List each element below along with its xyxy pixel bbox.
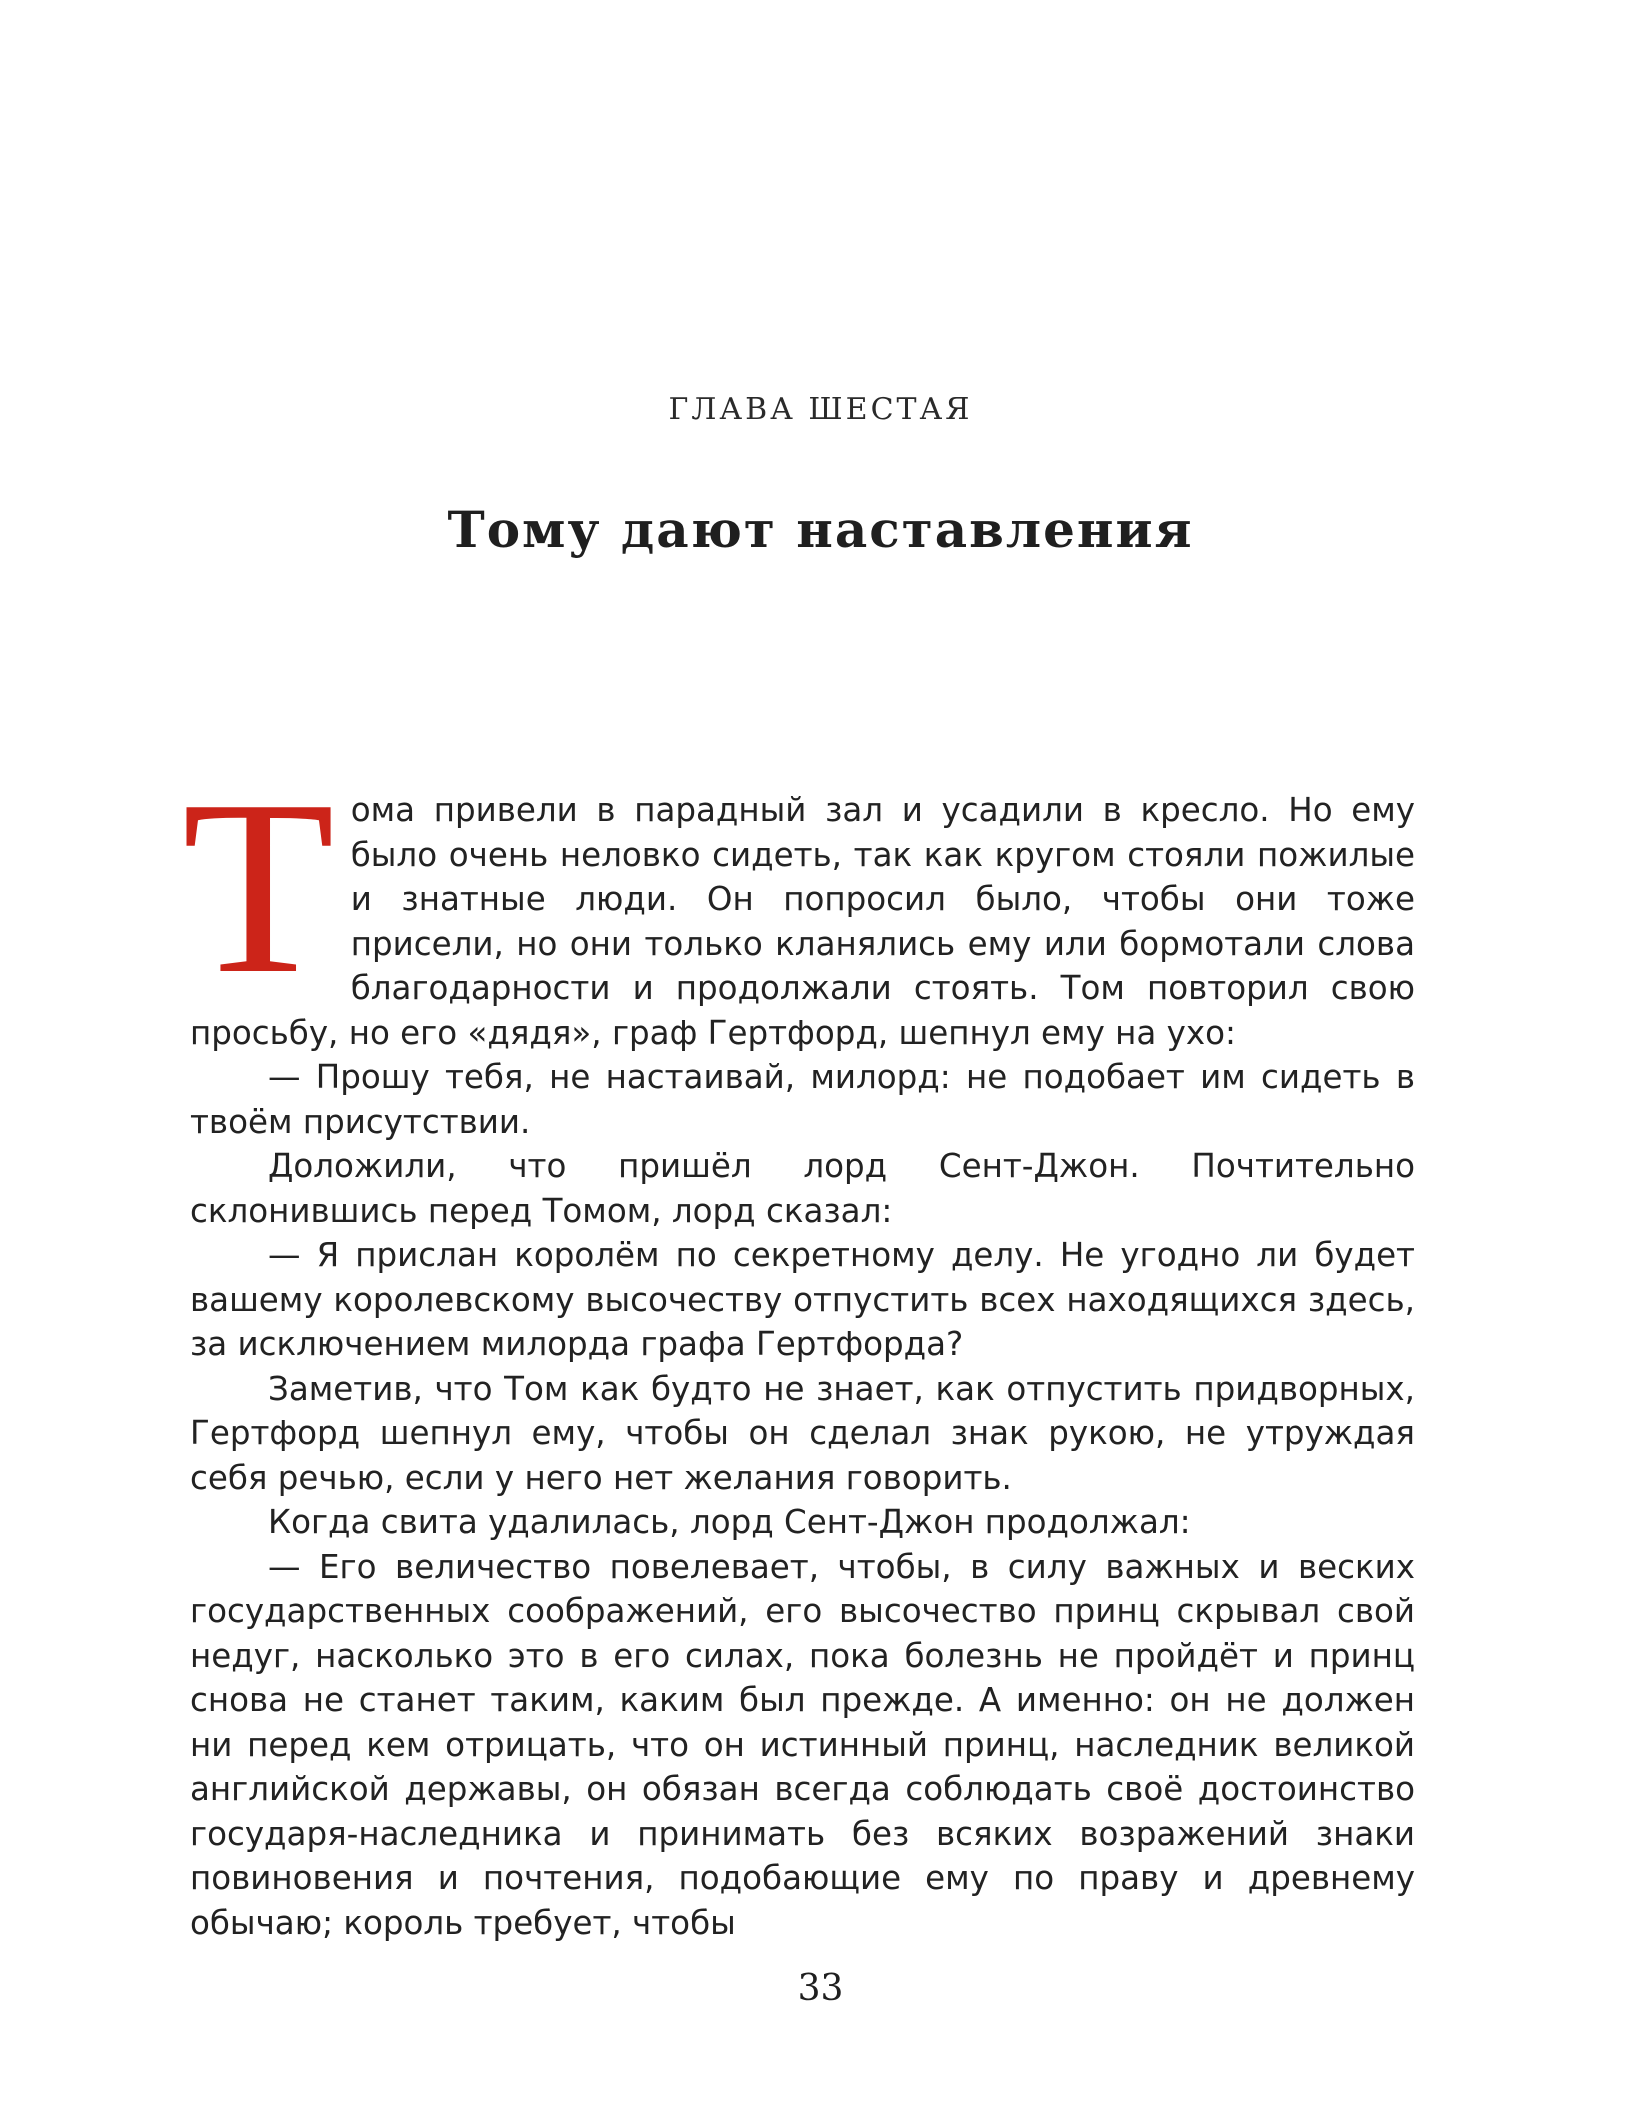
body-text bbox=[182, 749, 1415, 1945]
chapter-title: Тому дают наставления bbox=[447, 500, 1194, 559]
paragraph: Заметив, что Том как будто не знает, как отпустить придворных, Гертфорд шепнул ему, чтобы он сделал знак рукою, не утруждая себя речью, если у него нет желания говорить. bbox=[190, 1369, 1415, 1497]
paragraph: ома привели в парадный зал и усадили в кресло. Но ему было очень неловко сидеть, так как кругом стояли пожилые и знатные люди. Он попросил было, чтобы они тоже присели, но они только кланялись ему или бормотали слова благодарности и продолжали стоять. Том повторил свою просьбу, но его «дядя», граф Гертфорд, шепнул ему на ухо: bbox=[190, 791, 1415, 1052]
paragraph: Когда свита удалилась, лорд Сент-Джон продолжал: bbox=[268, 1503, 1191, 1541]
paragraph: — Его величество повелевает, чтобы, в силу важных и веских государственных соображений, его высочество принц скрывал свой недуг, насколько это в его силах, пока болезнь не пройдёт и принц снова не станет таким, каким был прежде. А именно: он не должен ни перед кем отрицать, что он истинный принц, наследник великой английской державы, он обязан всегда соблюдать своё достоинство государя-наследника и принимать без всяких возражений знаки повиновения и почтения, подобающие ему по праву и древнему обычаю; король требует, чтобы bbox=[190, 1547, 1415, 1942]
drop-cap: Т bbox=[182, 749, 335, 1026]
chapter-label: ГЛАВА ШЕСТАЯ bbox=[668, 392, 973, 427]
paragraph: — Я прислан королём по секретному делу. Не угодно ли будет вашему королевскому высочеству отпустить всех находящихся здесь, за исключением милорда графа Гертфорда? bbox=[190, 1236, 1415, 1363]
paragraph: — Прошу тебя, не настаивай, милорд: не подобает им сидеть в твоём присутствии. bbox=[190, 1058, 1415, 1141]
page-number: 33 bbox=[797, 1968, 844, 2009]
paragraph: Доложили, что пришёл лорд Сент-Джон. Почтительно склонившись перед Томом, лорд сказал: bbox=[190, 1147, 1415, 1230]
